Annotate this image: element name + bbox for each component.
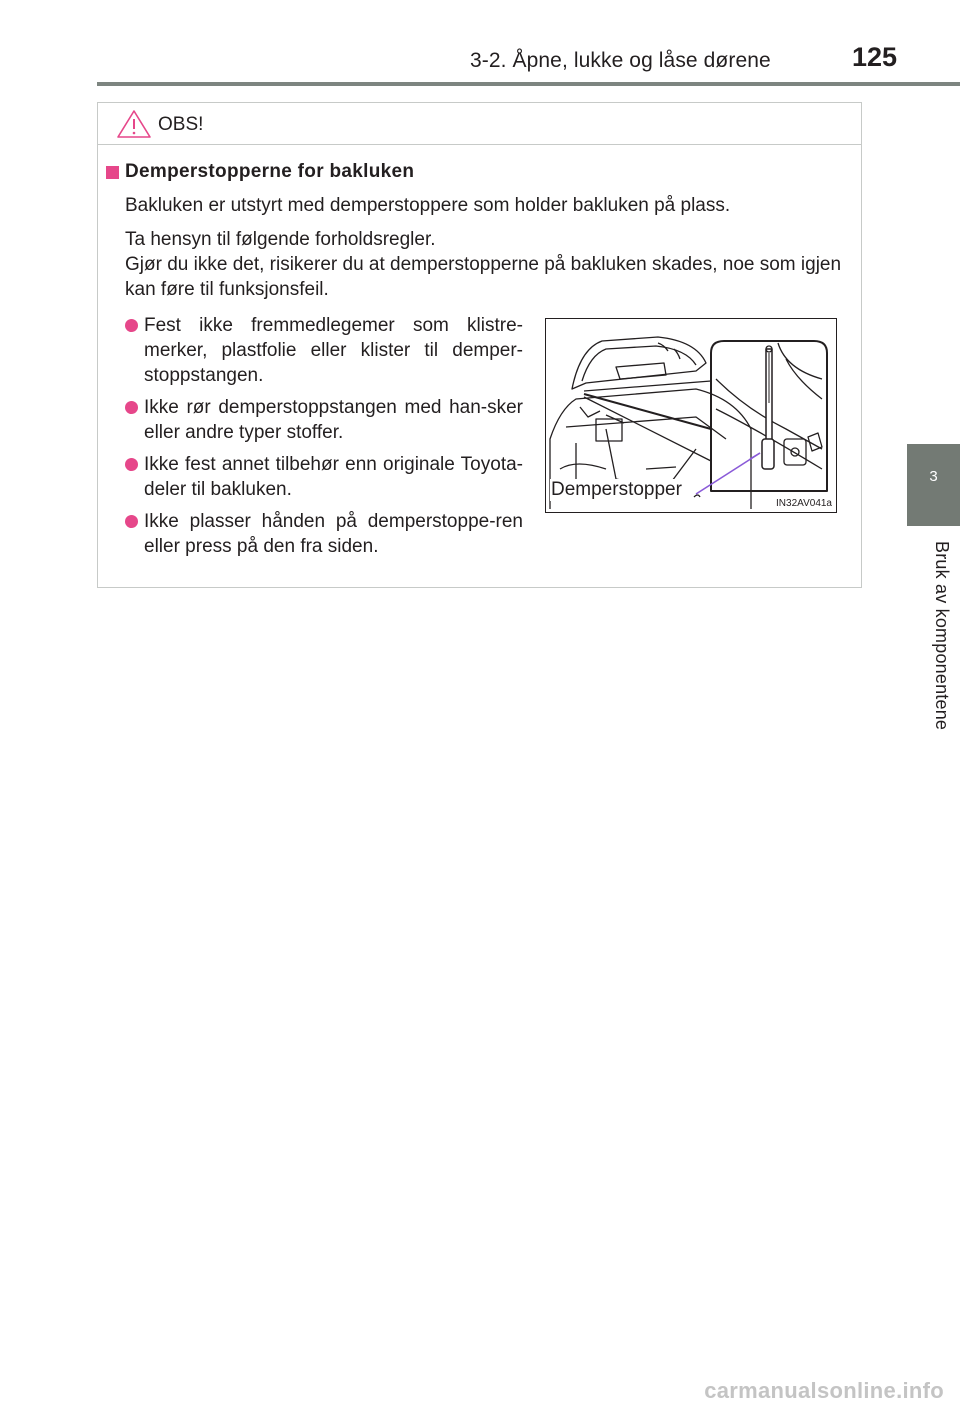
bullet-item	[125, 509, 523, 559]
chapter-title: Bruk av komponentene	[932, 541, 952, 731]
bullet-dot-icon	[125, 515, 138, 528]
watermark: carmanualsonline.info	[704, 1378, 944, 1403]
bullet-text: Ikke fest annet tilbehør enn originale Toyota-deler til bakluken.	[144, 454, 523, 500]
paragraph-line: Ta hensyn til følgende forholdsregler.	[125, 229, 436, 250]
warning-triangle-icon	[116, 109, 152, 139]
bullet-text: Ikke plasser hånden på demperstoppe-ren eller press på den fra siden.	[144, 511, 523, 557]
bullet-item	[125, 313, 523, 388]
running-header-title: 3-2. Åpne, lukke og låse dørene	[470, 49, 771, 72]
bullet-item	[125, 452, 523, 502]
chapter-tab	[907, 444, 960, 526]
bullet-dot-icon	[125, 401, 138, 414]
caution-label: OBS!	[158, 114, 204, 135]
bullet-list	[125, 313, 523, 566]
bullet-dot-icon	[125, 319, 138, 332]
header-rule	[97, 82, 960, 86]
section-title: Demperstopperne for bakluken	[125, 161, 415, 182]
tailgate-damper-figure	[545, 318, 837, 513]
bullet-item	[125, 395, 523, 445]
paragraph-line: Gjør du ikke det, risikerer du at demperstopperne på bakluken skades, noe som igjen kan føre til funksjonsfeil.	[125, 254, 842, 300]
bullet-text: Ikke rør demperstoppstangen med han-sker eller andre typer stoffer.	[144, 397, 523, 443]
figure-code: IN32AV041a	[776, 498, 832, 509]
caution-header	[98, 103, 861, 145]
chapter-number: 3	[929, 468, 938, 485]
page-number: 125	[852, 42, 898, 72]
bullet-text: Fest ikke fremmedlegemer som klistre-merker, plastfolie eller klister til demper-stoppstangen.	[144, 315, 523, 386]
paragraph-precautions	[125, 227, 853, 302]
callout-label: Demperstopper	[551, 479, 682, 500]
section-square-icon	[106, 166, 119, 179]
bullet-dot-icon	[125, 458, 138, 471]
paragraph-intro: Bakluken er utstyrt med demperstoppere som holder bakluken på plass.	[125, 195, 731, 216]
